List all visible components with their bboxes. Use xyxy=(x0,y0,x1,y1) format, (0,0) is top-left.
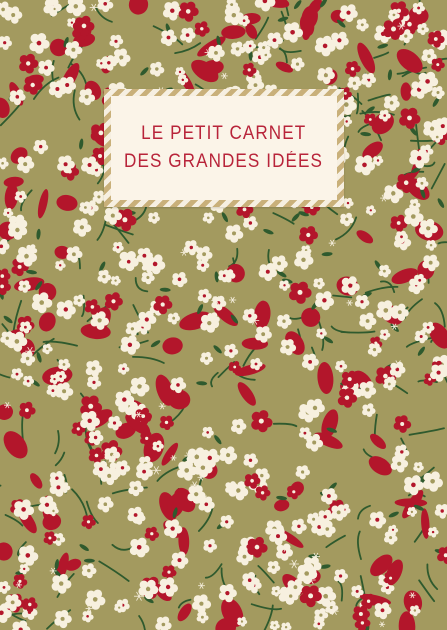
title-label xyxy=(104,89,344,207)
title-line-1: LE PETIT CARNET xyxy=(141,123,307,145)
title-line-2: DES GRANDES IDÉES xyxy=(124,151,324,172)
title-label-inner xyxy=(111,96,337,200)
